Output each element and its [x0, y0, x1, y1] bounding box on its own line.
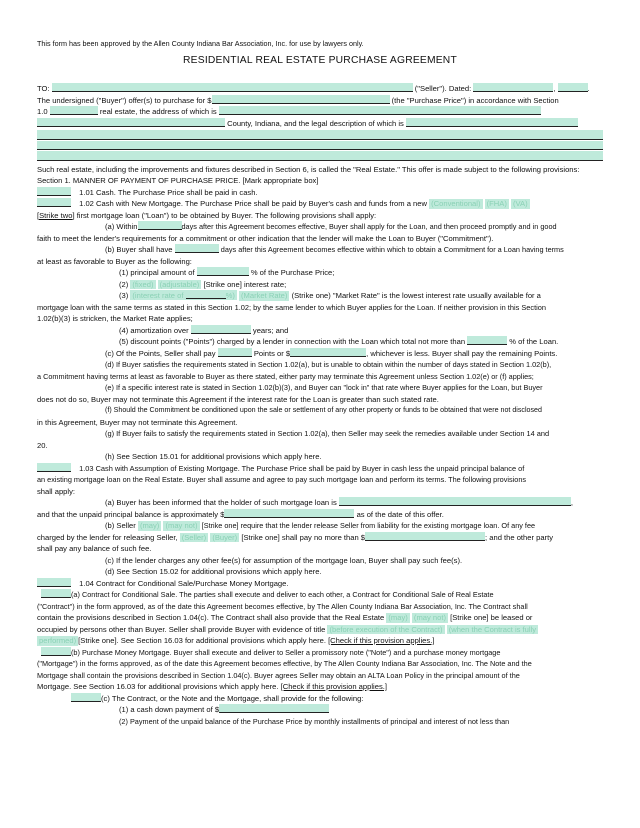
such-real-estate-text: Such real estate, including the improvements and fixtures described in Section 6, is called the "Real Estate." This offer is made subject to the following provisions:: [37, 164, 580, 174]
date-field[interactable]: [473, 83, 553, 92]
s102b-text: first mortgage loan ("Loan") to be obtained by Buyer. The following provisions shall apply:: [76, 210, 377, 220]
s103b-text: an existing mortgage loan on the Real Estate. Buyer shall assume and agree to pay such mortgage loan and perform its terms. The following provisions: [37, 475, 527, 484]
seller-name-field[interactable]: [52, 83, 413, 92]
option-before-execution[interactable]: (before execution of the Contract): [329, 624, 443, 634]
option-va[interactable]: (VA): [513, 199, 528, 208]
check-applies-b: [Check if this provision applies.]: [280, 682, 387, 691]
points-amount-field[interactable]: [290, 348, 366, 357]
interest-rate-field[interactable]: [186, 290, 226, 299]
e-text-2: does not do so, Buyer may not terminate this Agreement if the interest rate for the Loan is greater than such stated rate.: [37, 394, 439, 404]
s103a-text: (a) Buyer has been informed that the holder of such mortgage loan is: [105, 498, 337, 507]
s104a5-text: [Strike one]. See Section 16.03 for additional provisions which apply here.: [78, 636, 326, 645]
s103d-text: (d) See Section 15.02 for additional provisions which apply here.: [105, 567, 322, 576]
s104b-text: (b) Purchase Money Mortgage. Buyer shall execute and deliver to Seller a promissory note ("Note") and a purchase money mortgage: [71, 647, 501, 657]
s104a4-text: occupied by persons other than Buyer. Seller shall provide Buyer with evidence of title: [37, 624, 326, 634]
a-within-label: (a) Within: [105, 222, 138, 231]
s101-text: 1.01 Cash. The Purchase Price shall be paid in cash.: [79, 187, 258, 197]
s103a2-end: as of the date of this offer.: [356, 509, 444, 519]
s103b-text5: shall pay any balance of such fee.: [37, 544, 152, 553]
b5-end: % of the Loan.: [509, 337, 559, 346]
f-text-2: in this Agreement, Buyer may not terminate this Agreement.: [37, 417, 238, 427]
s104a3-end: [Strike one] be leased or: [450, 613, 533, 622]
address-field[interactable]: [219, 106, 541, 115]
section-ref-field[interactable]: [50, 106, 98, 115]
s103b-text2: charged by the lender for releasing Seller,: [37, 532, 178, 542]
b4-end: years; and: [252, 325, 289, 335]
address-text: real estate, the address of which is: [99, 107, 217, 116]
option-may[interactable]: (may): [139, 521, 160, 530]
s104b2-text: ("Mortgage") in the forms approved, as of the date this Agreement becomes effective, by The Allen County Indiana Bar Association, Inc. The Note and the: [37, 659, 532, 668]
a-text: days after this Agreement becomes effective, Buyer shall apply for the Loan, and then proceed promptly and in good: [181, 222, 557, 231]
b3-text-3: 1.02(b)(3) is stricken, the Market Rate applies;: [37, 314, 193, 323]
d-text-2: a Commitment having terms at least as favorable to Buyer as there stated, either party may terminate this Agreement unless Section 1.02(e) or (f) applies;: [37, 371, 534, 381]
g-text: (g) If Buyer fails to satisfy the requirements stated in Section 1.02(a), then Seller may seek the remedies available under Section 14 and: [105, 429, 550, 438]
principal-pct-field[interactable]: [197, 267, 249, 276]
s104a-text: (a) Contract for Conditional Sale. The parties shall execute and deliver to each other, a Contract for Conditional Sale of Real Estate: [71, 590, 494, 599]
offer-text: The undersigned ("Buyer") offer(s) to purchase for $: [37, 95, 212, 105]
option-buyer[interactable]: (Buyer): [212, 532, 238, 542]
points-pct-field[interactable]: [467, 336, 507, 345]
h-text: (h) See Section 15.01 for additional provisions which apply here.: [105, 452, 322, 461]
g-text-2: 20.: [37, 440, 48, 450]
s103c-text: shall apply:: [37, 486, 75, 496]
option-may-lease[interactable]: (may): [388, 613, 408, 622]
checkbox-1-01[interactable]: [37, 187, 71, 196]
a-text-2: faith to meet the lender's requirements for a commitment or other indication that the lender will make the Loan to Buyer ("Commitment").: [37, 233, 494, 243]
agreement-body: TO: ("Seller"). Dated: , . The undersigned ("Buyer") offer(s) to purchase for $ (the "Purchase Price") in accordance with Section 1.0 real estate, the address of which is County, Indiana, and the legal description of which is Such real estate, including the improvements and fixtures described in Section 6, is called the "Real Estate." This offer is made subject to the following provisions: Section 1. MANNER OF PAYMENT OF PURCHASE PRICE. [Mark appropriate box] 1.01 Cash. The Purchase Price shall be paid in cash. 1.02 Cash with New Mortgage. The Purchase Price shall be paid by Buyer's cash and funds from a new (Conventional) (FHA) (VA) [Strike two] first mortgage loan ("Loan") to be obtained by Buyer. The following provisions shall apply: (a) Within days after this Agreement becomes effective, Buyer shall apply for the Loan, and then proceed promptly and in good faith to meet the lender's requirements for a commitment or other indication that the lender will make the Loan to Buyer ("Commitment"). (b) Buyer shall have days after this Agreement becomes effective within which to obtain a Commitment for a Loan having terms at least as favorable to Buyer as the following: (1) principal amount of % of the Purchase Price; (2) (fixed) (adjustable) [Strike one] interest rate; (3) (interest rate of %) (Market Rate) (Strike one) "Market Rate" is the lowest interest rate usually available for a mortgage loan with the same terms as stated in this Section 1.02; by the same lender to which Buyer applies for the Loan. If neither provision in this Section 1.02(b)(3) is stricken, the Market Rate applies; (4) amortization over years; and (5) discount points ("Points") charged by a lender in connection with the Loan which total not more than % of the Loan. (c) Of the Points, Seller shall pay Points or $ , whichever is less. Buyer shall pay the remaining Points. (d) If Buyer satisfies the requirements stated in Section 1.02(a), but is unable to obtain within the number of days stated in Section 1.02(b), a Commitment having terms at least as favorable to Buyer as there stated, either party may terminate this Agreement unless Section 1.02(e) or (f) applies; (e) If a specific interest rate is stated in Section 1.02(b)(3), and Buyer can "lock in" that rate where Buyer applies for the Loan, but Buyer does not do so, Buyer may not terminate this Agreement if the interest rate for the Loan is greater than such stated rate. (f) Should the Commitment be conditioned upon the sale or settlement of any other property or funds to be obtained that were not disclosed in this Agreement, Buyer may not terminate this Agreement. (g) If Buyer fails to satisfy the requirements stated in Section 1.02(a), then Seller may seek the remedies available under Section 14 and 20. (h) See Section 15.01 for additional provisions which apply here. 1.03 Cash with Assumption of Existing Mortgage. The Purchase Price shall be paid by Buyer in cash less the unpaid principal balance of an existing mortgage loan on the Real Estate. Buyer shall assume and agree to pay such mortgage loan and perform its terms. The following provisions shall apply: (a) Buyer has been informed that the holder of such mortgage loan is , and that the unpaid principal balance is approximately $ as of the date of this offer. (b) Seller (may) (may not) [Strike one] require that the lender release Seller from liability for the existing mortgage loan. Of any fee charged by the lender for releasing Seller, (Seller) (Buyer) [Strike one] shall pay no more than $ ; and the other party shall pay any balance of such fee. (c) If the lender charges any other fee(s) for assumption of the mortgage loan, Buyer shall pay such fee(s). (d) See Section 15.02 for additional provisions which apply here. 1.04 Contract for Conditional Sale/Purchase Money Mortgage. (a) Contract for Conditional Sale. The parties shall execute and deliver to each other, a Contract for Conditional Sale of Real Estate ("Contract") in the form approved, as of the date this Agreement becomes effective, by The Allen County Indiana Bar Association, Inc. The Contract shall contain the provisions described in Section 1.04(c). The Contract shall also provide that the Real Estate (may) (may not) [Strike one] be leased or occupied by persons other than Buyer. Seller shall provide Buyer with evidence of title (before execution of the Contract) (when the Contract is fully performed) [Strike one]. See Section 16.03 for additional provisions which apply here. [Check if this provision applies.] (b) Purchase Money Mortgage. Buyer shall execute and deliver to Seller a promissory note ("Note") and a purchase money mortgage ("Mortgage") in the forms approved, as of the date this Agreement becomes effective, by The Allen County Indiana Bar Association, Inc. The Note and the Mortgage shall contain the provisions described in Section 1.04(c). Buyer agrees Seller may obtain an ALTA Loan Policy in the principal amount of the Mortgage. See Section 16.03 for additional provisions which apply here. [Check if this provision applies.] (c) The Contract, or the Note and the Mortgage, shall provide for the following: (1) a cash down payment of $ (2) Payment of the unpaid balance of the Purchase Price by monthly installments of principal and interest of not less than: [37, 80, 603, 727]
checkbox-1-03[interactable]: [37, 463, 71, 472]
address-line2-field[interactable]: [37, 118, 225, 127]
c-end: , whichever is less. Buyer shall pay the remaining Points.: [366, 348, 558, 358]
section1-heading: Section 1. MANNER OF PAYMENT OF PURCHASE PRICE. [Mark appropriate box]: [37, 176, 319, 185]
b3-label: (3): [119, 291, 129, 300]
b2-end: [Strike one] interest rate;: [203, 279, 287, 289]
down-payment-field[interactable]: [219, 704, 329, 713]
option-fha[interactable]: (FHA): [486, 199, 507, 208]
option-seller[interactable]: (Seller): [181, 532, 207, 542]
strike-two-label: [Strike two]: [37, 210, 75, 220]
s104c1-text: (1) a cash down payment of $: [119, 705, 220, 714]
release-fee-field[interactable]: [365, 532, 485, 541]
s103c-fee-text: (c) If the lender charges any other fee(s) for assumption of the mortgage loan, Buyer shall pay such fee(s).: [105, 555, 463, 565]
s103b-text4: ; and the other party: [485, 532, 553, 542]
s104a3-text: contain the provisions described in Section 1.04(c). The Contract shall also provide that the Real Estate: [37, 613, 385, 622]
checkbox-1-02[interactable]: [37, 198, 71, 207]
year-field[interactable]: [558, 83, 588, 92]
amortization-years-field[interactable]: [191, 325, 251, 334]
s103b-text3: [Strike one] shall pay no more than $: [241, 532, 366, 542]
option-when-performed[interactable]: (when the Contract is fully: [448, 624, 537, 634]
interest-pct: %): [225, 291, 235, 300]
s104b4-text: Mortgage. See Section 16.03 for additional provisions which apply here.: [37, 682, 279, 691]
b3-end: (Strike one) "Market Rate" is the lowest interest rate usually available for a: [291, 291, 541, 300]
option-interest-rate[interactable]: [130, 290, 236, 300]
unpaid-balance-field[interactable]: [224, 509, 354, 518]
apply-days-field[interactable]: [138, 221, 182, 230]
option-fixed[interactable]: (fixed): [132, 279, 154, 289]
option-market-rate[interactable]: (Market Rate): [241, 291, 288, 300]
seller-points-field[interactable]: [218, 348, 252, 357]
s103-text: 1.03 Cash with Assumption of Existing Mortgage. The Purchase Price shall be paid by Buyer in cash less the unpaid principal balance of: [79, 463, 525, 473]
check-applies-a: [Check if this provision applies.]: [328, 636, 435, 645]
s103a2-text: and that the unpaid principal balance is approximately $: [37, 509, 225, 519]
option-adjustable[interactable]: (adjustable): [159, 279, 200, 289]
mortgage-holder-field[interactable]: [339, 497, 571, 506]
legal-desc-line-2[interactable]: [37, 141, 603, 151]
b-text: days after this Agreement becomes effective within which to obtain a Commitment for a Loan having terms: [220, 245, 564, 254]
b3-text-2: mortgage loan with the same terms as stated in this Section 1.02; by the same lender to which Buyer applies for the Loan. If neither provision in this Section: [37, 302, 546, 312]
commitment-days-field[interactable]: [175, 244, 219, 253]
b1-end: % of the Purchase Price;: [250, 268, 335, 277]
checkbox-1-04[interactable]: [37, 578, 71, 587]
option-performed[interactable]: performed): [39, 636, 77, 645]
checkbox-1-04b[interactable]: [41, 647, 71, 656]
s104-text: 1.04 Contract for Conditional Sale/Purchase Money Mortgage.: [79, 578, 289, 588]
page-title: RESIDENTIAL REAL ESTATE PURCHASE AGREEMENT: [183, 55, 457, 66]
legal-desc-line-3[interactable]: [37, 151, 603, 161]
b2-label: (2): [119, 279, 129, 289]
checkbox-1-04c[interactable]: [71, 693, 101, 702]
b4-label: (4) amortization over: [119, 325, 189, 335]
purchase-price-field[interactable]: [212, 95, 390, 104]
e-text: (e) If a specific interest rate is stated in Section 1.02(b)(3), and Buyer can "lock in" that rate where Buyer applies for the Loan, but Buyer: [105, 383, 543, 392]
option-may-not-lease[interactable]: (may not): [413, 613, 446, 622]
seller-dated-label: ("Seller"). Dated:: [414, 84, 472, 93]
s103b-body: [Strike one] require that the lender release Seller from liability for the existing mortgage loan. Of any fee: [201, 521, 536, 530]
county-text: County, Indiana, and the legal description of which is: [227, 118, 404, 128]
d-text: (d) If Buyer satisfies the requirements stated in Section 1.02(a), but is unable to obtain within the number of days stated in Section 1.02(b),: [105, 360, 552, 369]
interest-rate-label: (interest rate of: [132, 291, 184, 300]
b-text-2: at least as favorable to Buyer as the following:: [37, 256, 192, 266]
legal-desc-field[interactable]: [406, 118, 578, 127]
s103b-seller: (b) Seller: [105, 521, 136, 530]
b-have-label: (b) Buyer shall have: [105, 245, 173, 254]
c-mid: Points or $: [253, 348, 291, 358]
bar-association-note: This form has been approved by the Allen County Indiana Bar Association, Inc. for use by lawyers only.: [37, 39, 364, 48]
to-label: TO:: [37, 84, 50, 93]
legal-desc-line-1[interactable]: [37, 130, 603, 140]
s102-text: 1.02 Cash with New Mortgage. The Purchase Price shall be paid by Buyer's cash and funds from a new: [79, 199, 427, 208]
s104c-text: (c) The Contract, or the Note and the Mortgage, shall provide for the following:: [101, 693, 364, 703]
checkbox-1-04a[interactable]: [41, 589, 71, 598]
price-text: (the "Purchase Price") in accordance with Section: [391, 95, 559, 105]
s104a2-text: ("Contract") in the form approved, as of the date this Agreement becomes effective, by The Allen County Indiana Bar Association, Inc. The Contract shall: [37, 601, 528, 611]
b1-label: (1) principal amount of: [119, 268, 195, 277]
section-number: 1.0: [37, 107, 48, 116]
b5-label: (5) discount points ("Points") charged by a lender in connection with the Loan which total not more than: [119, 337, 466, 346]
c-text: (c) Of the Points, Seller shall pay: [105, 348, 216, 358]
s104b3-text: Mortgage shall contain the provisions described in Section 1.04(c). Buyer agrees Seller may obtain an ALTA Loan Policy in the principal amount of the: [37, 670, 520, 680]
option-may-not[interactable]: (may not): [165, 521, 198, 530]
s104c2-text: (2) Payment of the unpaid balance of the Purchase Price by monthly installments of principal and interest of not less than: [119, 716, 510, 726]
option-conventional[interactable]: (Conventional): [431, 199, 481, 208]
f-text: (f) Should the Commitment be conditioned upon the sale or settlement of any other property or funds to be obtained that were not disclosed: [105, 406, 542, 414]
